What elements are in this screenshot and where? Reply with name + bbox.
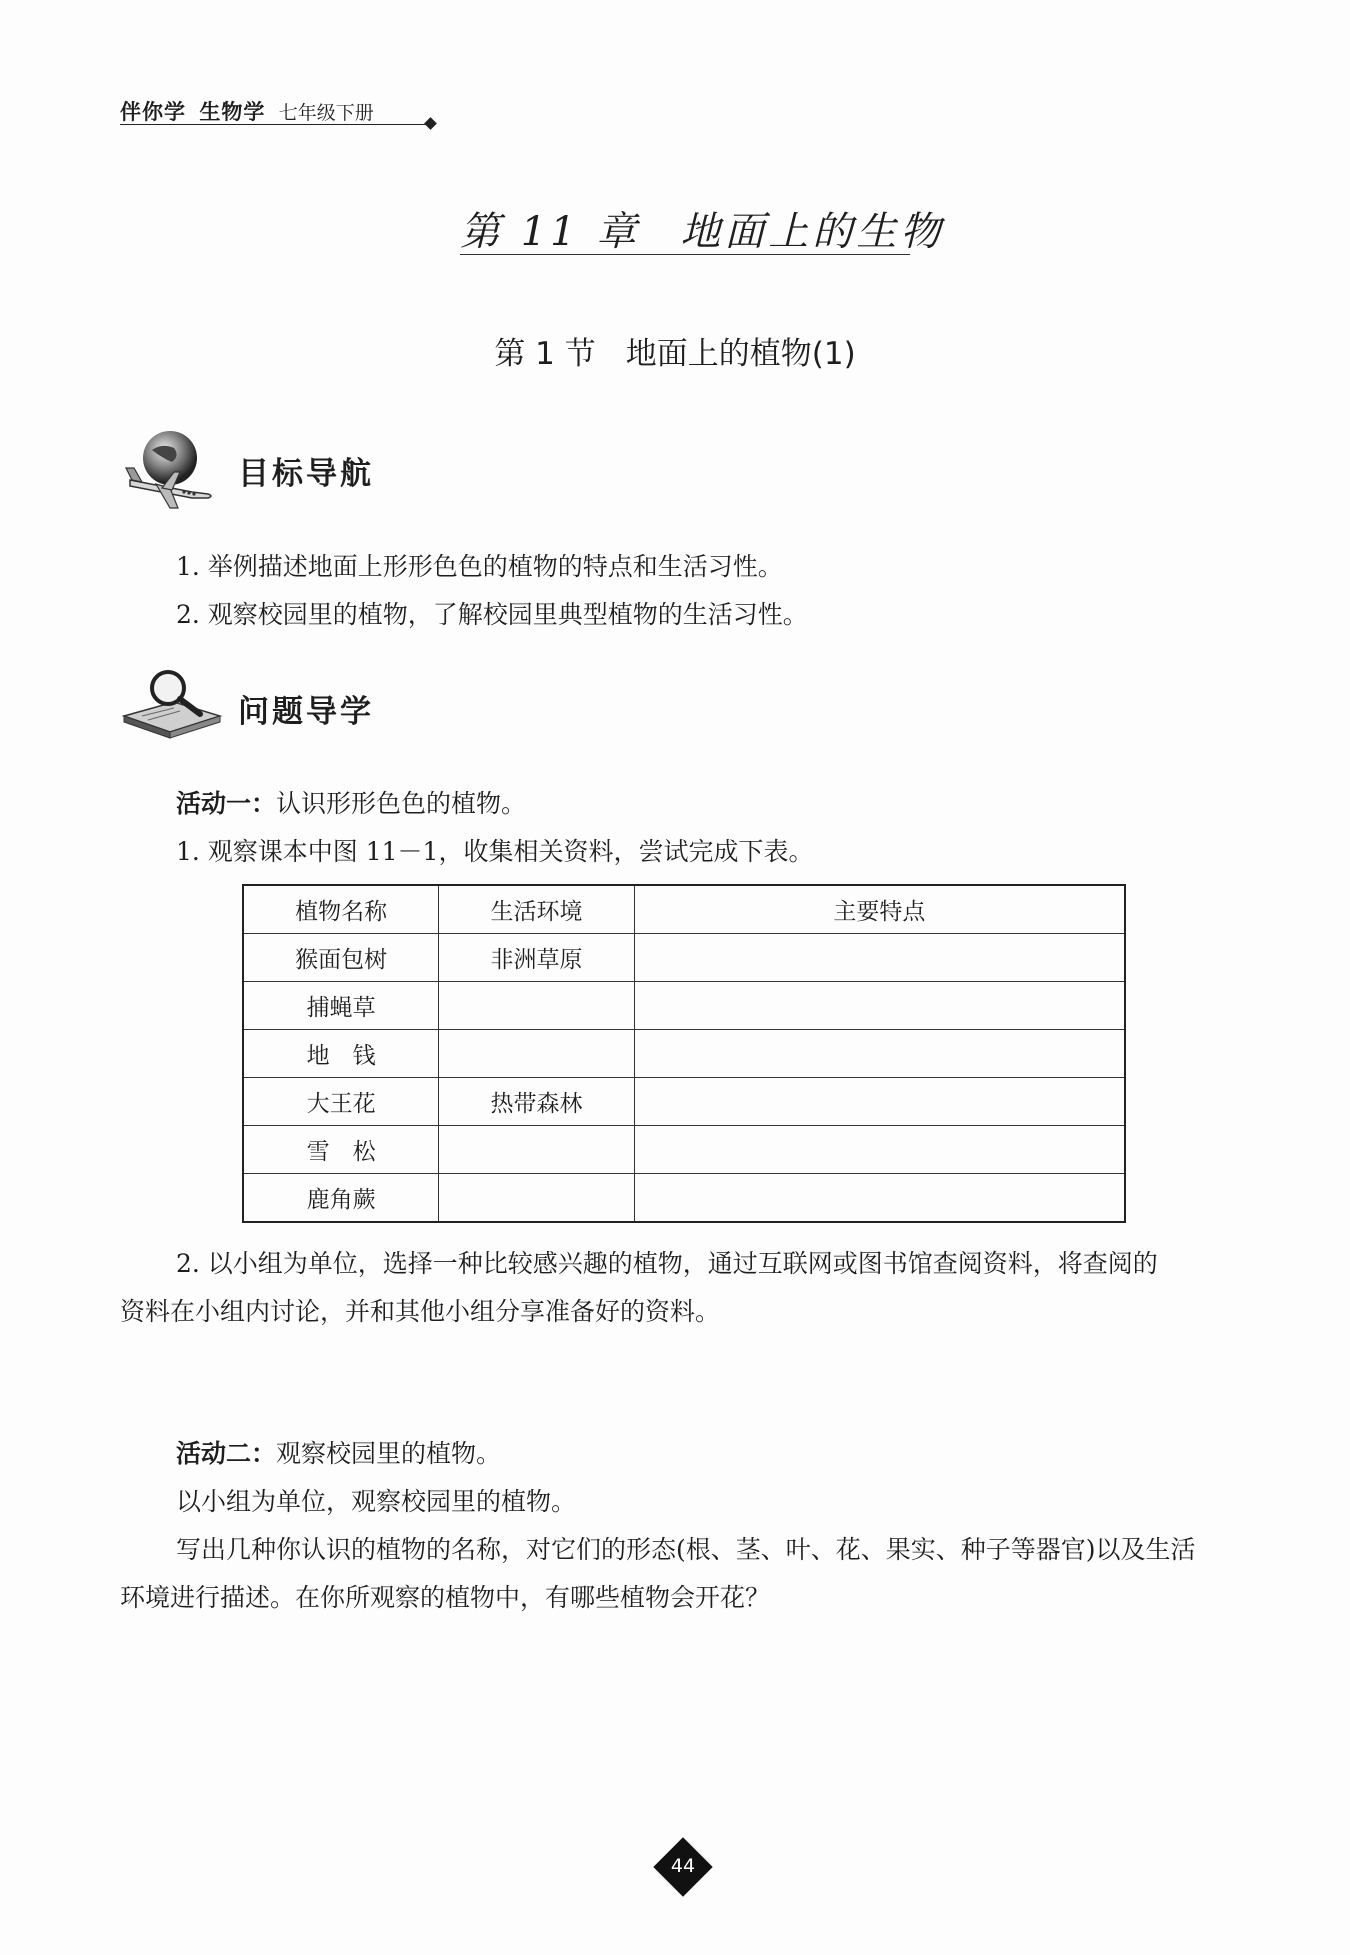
activity2-line3: 环境进行描述。在你所观察的植物中，有哪些植物会开花？ [120, 1583, 771, 1612]
plant-name-cell: 大王花 [243, 1078, 439, 1126]
guide-heading: 问题导学 [238, 694, 374, 730]
header-diamond-icon [424, 117, 437, 130]
section-name: 地面上的植物(1) [625, 336, 856, 372]
activity2-title: 观察校园里的植物。 [276, 1439, 502, 1468]
chapter-title [460, 200, 945, 257]
features-cell[interactable] [634, 982, 1125, 1030]
airplane-globe-icon [122, 428, 222, 516]
plant-name-cell: 地 钱 [243, 1030, 439, 1078]
plant-name-cell: 捕蝇草 [243, 982, 439, 1030]
chapter-number: 第 11 章 [460, 209, 641, 255]
chapter-name: 地面上的生物 [680, 209, 945, 255]
features-cell[interactable] [634, 1030, 1125, 1078]
habitat-cell[interactable] [439, 1174, 635, 1223]
plant-name-cell: 鹿角蕨 [243, 1174, 439, 1223]
habitat-cell[interactable]: 热带森林 [439, 1078, 635, 1126]
series-name: 伴你学 [120, 100, 186, 124]
activity2-label: 活动二： [176, 1439, 277, 1468]
activity2-line1: 以小组为单位，观察校园里的植物。 [176, 1487, 577, 1516]
plant-name-cell: 雪 松 [243, 1126, 439, 1174]
habitat-cell[interactable] [439, 982, 635, 1030]
header-habitat: 生活环境 [439, 885, 635, 934]
goal-item-2: 2. 观察校园里的植物，了解校园里典型植物的生活习性。 [176, 600, 808, 629]
header-features: 主要特点 [634, 885, 1125, 934]
table-row [243, 1030, 1125, 1078]
table-row [243, 1078, 1125, 1126]
table-header-row [243, 885, 1125, 934]
plant-table [242, 884, 1126, 1223]
page-number: 44 [670, 1855, 696, 1877]
activity1-task2-line1: 2. 以小组为单位，选择一种比较感兴趣的植物，通过互联网或图书馆查阅资料，将查阅的 [176, 1249, 1158, 1278]
features-cell[interactable] [634, 934, 1125, 982]
guide-module [122, 666, 522, 756]
features-cell[interactable] [634, 1078, 1125, 1126]
activity2-line2: 写出几种你认识的植物的名称，对它们的形态(根、茎、叶、花、果实、种子等器官)以及生活 [176, 1535, 1196, 1564]
table-row [243, 1126, 1125, 1174]
subject-name: 生物学 [199, 100, 266, 124]
chapter-underline [460, 254, 910, 255]
table-row [243, 982, 1125, 1030]
table-row [243, 934, 1125, 982]
goals-heading: 目标导航 [238, 456, 374, 492]
activity2-line [176, 1430, 501, 1478]
header-plant-name: 植物名称 [243, 885, 439, 934]
table-row [243, 1174, 1125, 1223]
features-cell[interactable] [634, 1126, 1125, 1174]
activity1-task1: 1. 观察课本中图 11－1，收集相关资料，尝试完成下表。 [176, 837, 814, 866]
magnifier-book-icon [122, 666, 222, 746]
section-number: 第 1 节 [494, 336, 596, 372]
habitat-cell[interactable]: 非洲草原 [439, 934, 635, 982]
habitat-cell[interactable] [439, 1126, 635, 1174]
plant-name-cell: 猴面包树 [243, 934, 439, 982]
activity1-task2-line2: 资料在小组内讨论，并和其他小组分享准备好的资料。 [120, 1297, 721, 1326]
header-rule [120, 124, 430, 125]
features-cell[interactable] [634, 1174, 1125, 1223]
habitat-cell[interactable] [439, 1030, 635, 1078]
activity1-line [176, 780, 526, 828]
goal-item-1: 1. 举例描述地面上形形色色的植物的特点和生活习性。 [176, 552, 783, 581]
activity1-title: 认识形形色色的植物。 [276, 789, 527, 818]
goals-module [122, 428, 522, 518]
activity1-label: 活动一： [176, 789, 277, 818]
section-title [0, 328, 1350, 373]
running-header [120, 96, 374, 126]
grade-label: 七年级下册 [278, 102, 374, 124]
